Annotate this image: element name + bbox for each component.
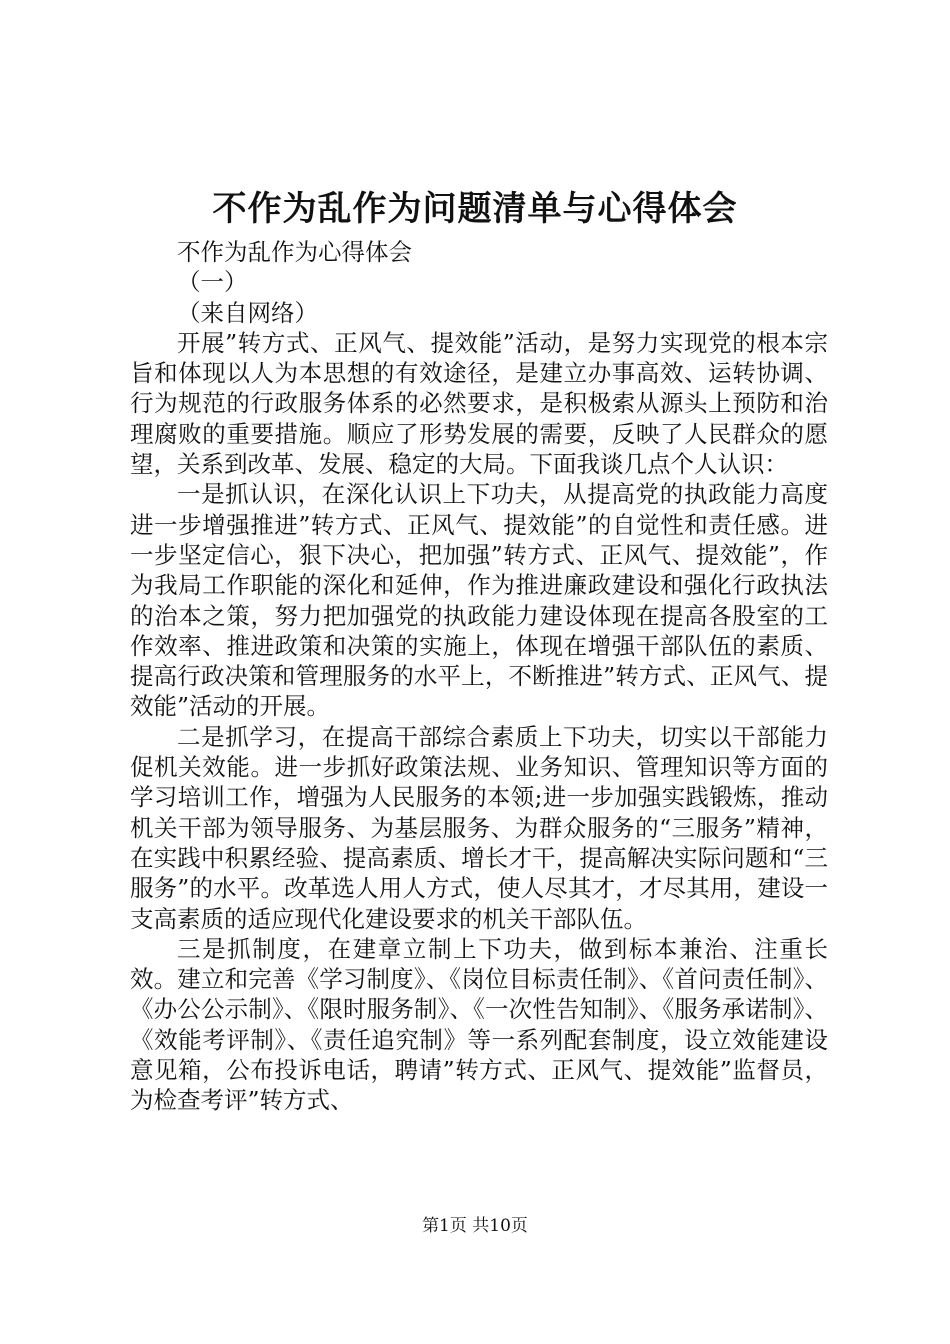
paragraph-point-one: 一是抓认识，在深化认识上下功夫，从提高党的执政能力高度进一步增强推进”转方式、正风气、提效能”的自觉性和责任感。进一步坚定信心，狠下决心，把加强”转方式、正风气、提效能”，作为我局工作职能的深化和延伸，作为推进廉政建设和强化行政执法的治本之策，努力把加强党的执政能力建设体现在提高各股室的工作效率、推进政策和决策的实施上，体现在增强干部队伍的素质、提高行政决策和管理服务的水平上，不断推进”转方式、正风气、提效能”活动的开展。 xyxy=(130,480,828,721)
paragraph-intro: 开展”转方式、正风气、提效能”活动，是努力实现党的根本宗旨和体现以人为本思想的有效途径，是建立办事高效、运转协调、行为规范的行政服务体系的必然要求，是积极索从源头上预防和治理腐败的重要措施。顺应了形势发展的需要，反映了人民群众的愿望，关系到改革、发展、稳定的大局。下面我谈几点个人认识： xyxy=(130,328,828,479)
section-number: （一） xyxy=(177,268,248,297)
document-title: 不作为乱作为问题清单与心得体会 xyxy=(212,189,738,229)
paragraph-point-two: 二是抓学习，在提高干部综合素质上下功夫，切实以干部能力促机关效能。进一步抓好政策法规、业务知识、管理知识等方面的学习培训工作，增强为人民服务的本领;进一步加强实践锻炼，推动机关干部为领导服务、为基层服务、为群众服务的“三服务”精神，在实践中积累经验、提高素质、增长才干，提高解决实际问题和“三服务”的水平。改革选人用人方式，使人尽其才，才尽其用，建设一支高素质的适应现代化建设要求的机关干部队伍。 xyxy=(130,722,828,933)
source-note: （来自网络） xyxy=(177,298,318,327)
paragraph-point-three: 三是抓制度，在建章立制上下功夫，做到标本兼治、注重长效。建立和完善《学习制度》、《岗位目标责任制》、《首问责任制》、《办公公示制》、《限时服务制》、《一次性告知制》、《服务承诺制》、《效能考评制》、《责任追究制》等一系列配套制度，设立效能建设意见箱，公布投诉电话，聘请”转方式、正风气、提效能”监督员，为检查考评”转方式、 xyxy=(130,934,828,1115)
page-footer: 第1页 共10页 xyxy=(422,1216,528,1236)
document-body xyxy=(130,237,828,1116)
document-heading: 不作为乱作为心得体会 xyxy=(177,238,412,266)
